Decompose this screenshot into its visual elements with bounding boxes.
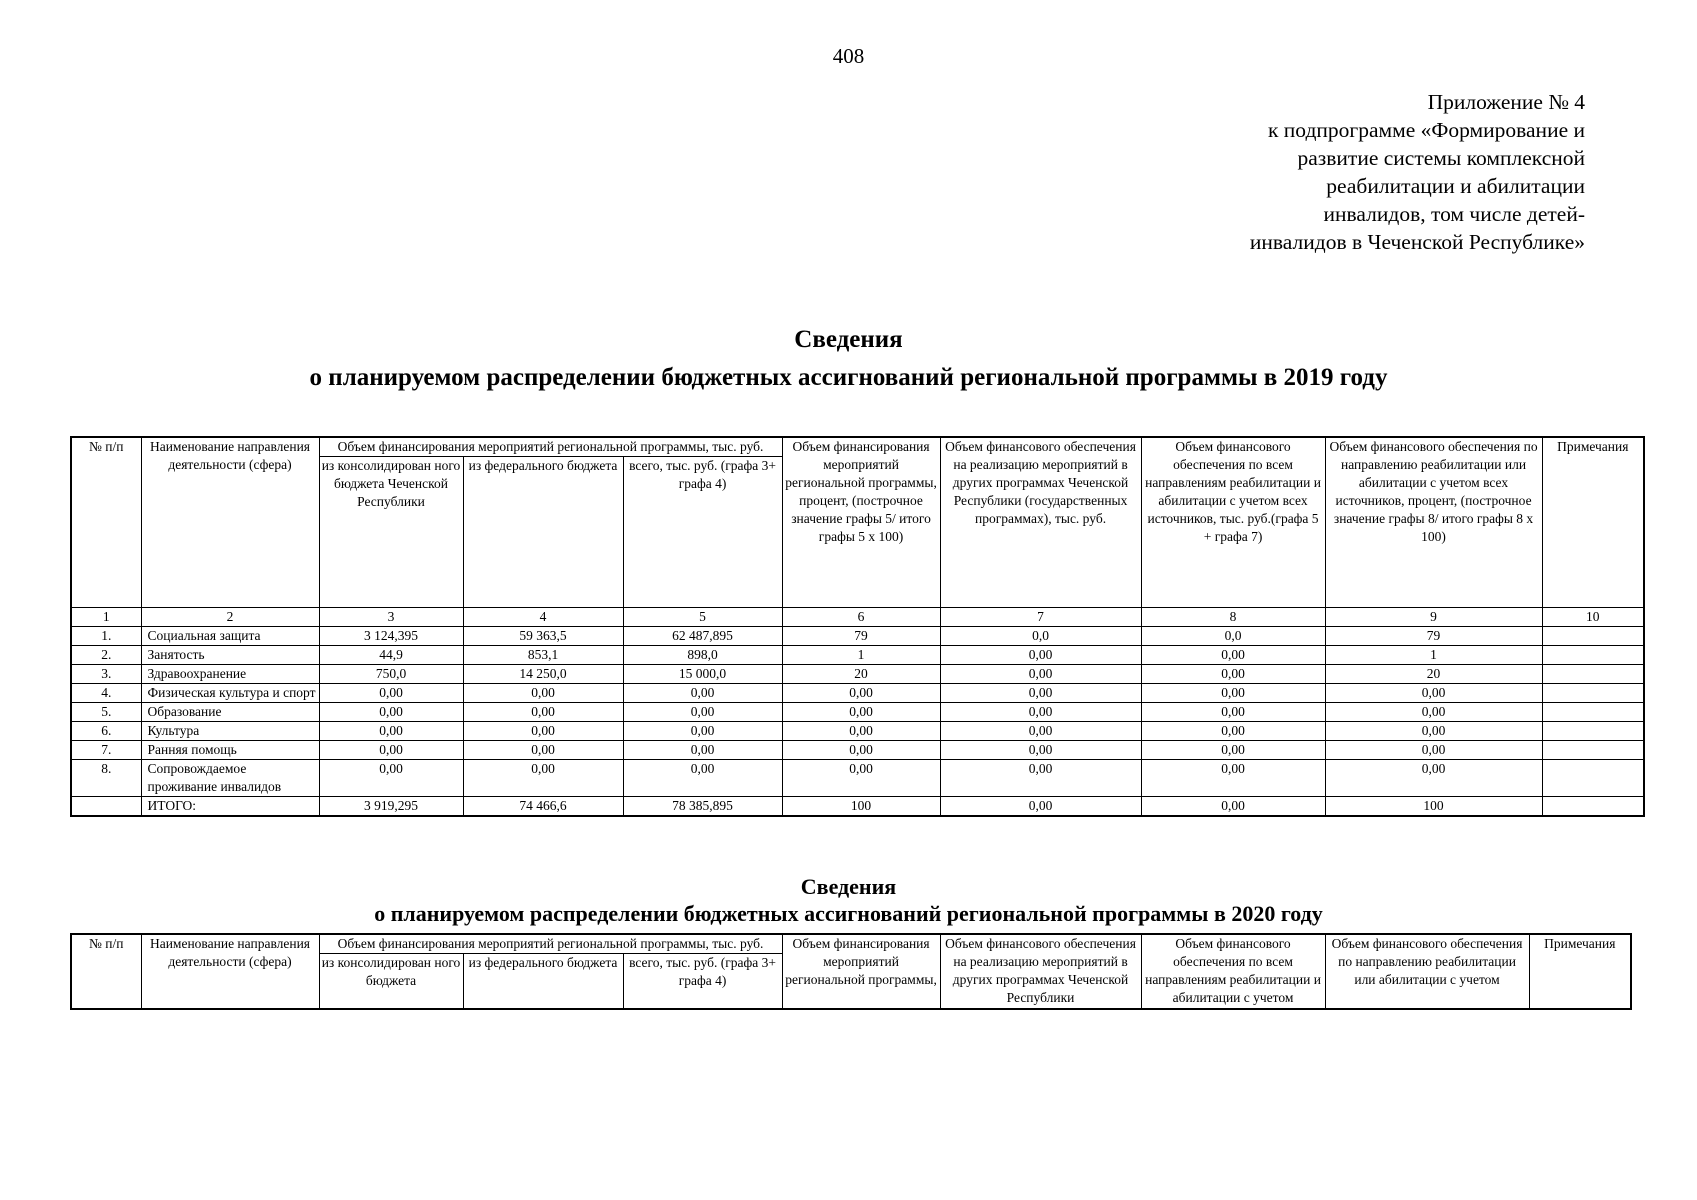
cell-c5: 898,0 [623, 646, 782, 665]
header-funding-group: Объем финансирования мероприятий региональной программы, тыс. руб. [319, 437, 782, 457]
header-from-consolidated: из консолидирован ного бюджета Чеченской Республики [319, 457, 463, 608]
header-notes: Примечания [1529, 934, 1631, 1009]
cell-c9: 0,00 [1325, 760, 1542, 797]
header-row [71, 934, 1631, 954]
cell-c10 [1542, 703, 1644, 722]
cell-num: 2. [71, 646, 141, 665]
header-notes: Примечания [1542, 437, 1644, 608]
cell-c4: 59 363,5 [463, 627, 623, 646]
header-name: Наименование направления деятельности (сфера) [141, 437, 319, 608]
cell-name: Сопровождаемое проживание инвалидов [141, 760, 319, 797]
cell-c10 [1542, 665, 1644, 684]
appendix-line: инвалидов, том числе детей- [1323, 202, 1585, 226]
cell-c10 [1542, 760, 1644, 797]
header-row [71, 437, 1644, 457]
cell-c8: 0,00 [1141, 760, 1325, 797]
cell-c8: 0,0 [1141, 627, 1325, 646]
appendix-line: реабилитации и абилитации [1326, 174, 1585, 198]
header-from-federal: из федерального бюджета [463, 457, 623, 608]
appendix-line: Приложение № 4 [1427, 90, 1585, 114]
cell-c5: 15 000,0 [623, 665, 782, 684]
column-number: 6 [782, 608, 940, 627]
total-c7: 0,00 [940, 797, 1141, 817]
cell-name: Образование [141, 703, 319, 722]
cell-c5: 0,00 [623, 760, 782, 797]
cell-c9: 0,00 [1325, 703, 1542, 722]
table-body-2019 [71, 627, 1644, 797]
column-number: 8 [1141, 608, 1325, 627]
cell-num: 7. [71, 741, 141, 760]
cell-c8: 0,00 [1141, 646, 1325, 665]
total-c8: 0,00 [1141, 797, 1325, 817]
header-volume-percent: Объем финансирования мероприятий региональной программы, [782, 934, 940, 1009]
cell-c6: 0,00 [782, 760, 940, 797]
header-all-directions: Объем финансового обеспечения по всем направлениям реабилитации и абилитации с учетом [1141, 934, 1325, 1009]
cell-num: 5. [71, 703, 141, 722]
cell-c10 [1542, 646, 1644, 665]
cell-c6: 0,00 [782, 703, 940, 722]
cell-c9: 0,00 [1325, 684, 1542, 703]
cell-num: 1. [71, 627, 141, 646]
cell-c3: 3 124,395 [319, 627, 463, 646]
header-other-programs: Объем финансового обеспечения на реализацию мероприятий в других программах Чеченской Республики [940, 934, 1141, 1009]
section-2019-subtitle: о планируемом распределении бюджетных ассигнований региональной программы в 2019 году [309, 364, 1388, 391]
total-c6: 100 [782, 797, 940, 817]
header-all-directions: Объем финансового обеспечения по всем направлениям реабилитации и абилитации с учетом всех источников, тыс. руб.(графа 5 + графа 7) [1141, 437, 1325, 608]
cell-c3: 750,0 [319, 665, 463, 684]
cell-c7: 0,00 [940, 722, 1141, 741]
section-2020-title: Сведения [800, 874, 897, 899]
cell-c8: 0,00 [1141, 741, 1325, 760]
cell-c5: 0,00 [623, 684, 782, 703]
cell-name: Здравоохранение [141, 665, 319, 684]
header-num: № п/п [71, 934, 141, 1009]
cell-c5: 0,00 [623, 741, 782, 760]
cell-c8: 0,00 [1141, 703, 1325, 722]
total-c10 [1542, 797, 1644, 817]
cell-c7: 0,00 [940, 665, 1141, 684]
column-number: 7 [940, 608, 1141, 627]
cell-c10 [1542, 722, 1644, 741]
section-2020-subtitle: о планируемом распределении бюджетных ассигнований региональной программы в 2020 году [374, 901, 1323, 926]
cell-c6: 0,00 [782, 722, 940, 741]
appendix-line: к подпрограмме «Формирование и [1267, 118, 1585, 142]
cell-c5: 0,00 [623, 722, 782, 741]
cell-name: Занятость [141, 646, 319, 665]
cell-c10 [1542, 627, 1644, 646]
cell-name: Физическая культура и спорт [141, 684, 319, 703]
header-from-consolidated: из консолидирован ного бюджета [319, 954, 463, 1010]
cell-c6: 0,00 [782, 741, 940, 760]
total-c3: 3 919,295 [319, 797, 463, 817]
cell-c8: 0,00 [1141, 665, 1325, 684]
cell-c7: 0,00 [940, 646, 1141, 665]
cell-c6: 20 [782, 665, 940, 684]
header-volume-percent: Объем финансирования мероприятий региональной программы, процент, (построчное значение графы 5/ итого графы 5 х 100) [782, 437, 940, 608]
header-total: всего, тыс. руб. (графа 3+ графа 4) [623, 457, 782, 608]
column-number: 9 [1325, 608, 1542, 627]
header-num: № п/п [71, 437, 141, 608]
cell-num: 8. [71, 760, 141, 797]
cell-c10 [1542, 741, 1644, 760]
column-number: 3 [319, 608, 463, 627]
header-name: Наименование направления деятельности (сфера) [141, 934, 319, 1009]
total-row [71, 797, 1644, 817]
total-c4: 74 466,6 [463, 797, 623, 817]
cell-c9: 20 [1325, 665, 1542, 684]
cell-c4: 0,00 [463, 684, 623, 703]
table-row [71, 665, 1644, 684]
header-from-federal: из федерального бюджета [463, 954, 623, 1010]
table-row [71, 684, 1644, 703]
cell-c7: 0,00 [940, 760, 1141, 797]
cell-num: 3. [71, 665, 141, 684]
column-number: 10 [1542, 608, 1644, 627]
cell-c4: 14 250,0 [463, 665, 623, 684]
table-row [71, 703, 1644, 722]
total-c9: 100 [1325, 797, 1542, 817]
cell-c4: 853,1 [463, 646, 623, 665]
cell-c9: 0,00 [1325, 741, 1542, 760]
cell-c5: 0,00 [623, 703, 782, 722]
cell-c6: 0,00 [782, 684, 940, 703]
section-2019-title: Сведения [794, 326, 903, 353]
column-number-row [71, 608, 1644, 627]
appendix-note [1165, 88, 1585, 256]
cell-c4: 0,00 [463, 760, 623, 797]
cell-c3: 0,00 [319, 684, 463, 703]
table-row [71, 722, 1644, 741]
cell-name: Социальная защита [141, 627, 319, 646]
cell-c9: 0,00 [1325, 722, 1542, 741]
cell-c7: 0,00 [940, 684, 1141, 703]
cell-num: 4. [71, 684, 141, 703]
cell-c4: 0,00 [463, 703, 623, 722]
header-total: всего, тыс. руб. (графа 3+ графа 4) [623, 954, 782, 1010]
cell-name: Культура [141, 722, 319, 741]
column-number: 2 [141, 608, 319, 627]
cell-c8: 0,00 [1141, 684, 1325, 703]
column-number: 4 [463, 608, 623, 627]
cell-c3: 0,00 [319, 760, 463, 797]
header-per-direction: Объем финансового обеспечения по направлению реабилитации или абилитации с учетом [1325, 934, 1529, 1009]
cell-c4: 0,00 [463, 741, 623, 760]
table-row [71, 741, 1644, 760]
page-number: 408 [832, 44, 865, 68]
total-c5: 78 385,895 [623, 797, 782, 817]
budget-table-2019 [70, 436, 1645, 817]
header-per-direction: Объем финансового обеспечения по направлению реабилитации или абилитации с учетом всех источников, процент, (построчное значение графы 8/ итого графы 8 х 100) [1325, 437, 1542, 608]
total-label: ИТОГО: [141, 797, 319, 817]
cell-c3: 0,00 [319, 741, 463, 760]
appendix-line: развитие системы комплексной [1297, 146, 1585, 170]
budget-table-2020 [70, 933, 1632, 1010]
cell-c7: 0,00 [940, 703, 1141, 722]
cell-c6: 1 [782, 646, 940, 665]
cell-c9: 1 [1325, 646, 1542, 665]
cell-c3: 0,00 [319, 703, 463, 722]
cell-c3: 0,00 [319, 722, 463, 741]
table-row [71, 627, 1644, 646]
cell-c10 [1542, 684, 1644, 703]
table-row [71, 760, 1644, 797]
header-funding-group: Объем финансирования мероприятий региональной программы, тыс. руб. [319, 934, 782, 954]
cell-name: Ранняя помощь [141, 741, 319, 760]
column-number: 1 [71, 608, 141, 627]
cell-c6: 79 [782, 627, 940, 646]
cell-c9: 79 [1325, 627, 1542, 646]
column-number: 5 [623, 608, 782, 627]
appendix-line: инвалидов в Чеченской Республике» [1249, 230, 1585, 254]
cell-c7: 0,0 [940, 627, 1141, 646]
cell-c3: 44,9 [319, 646, 463, 665]
cell-c4: 0,00 [463, 722, 623, 741]
total-num [71, 797, 141, 817]
table-row [71, 646, 1644, 665]
cell-c7: 0,00 [940, 741, 1141, 760]
cell-c5: 62 487,895 [623, 627, 782, 646]
header-other-programs: Объем финансового обеспечения на реализацию мероприятий в других программах Чеченской Республики (государственных программах), тыс. руб. [940, 437, 1141, 608]
cell-num: 6. [71, 722, 141, 741]
cell-c8: 0,00 [1141, 722, 1325, 741]
